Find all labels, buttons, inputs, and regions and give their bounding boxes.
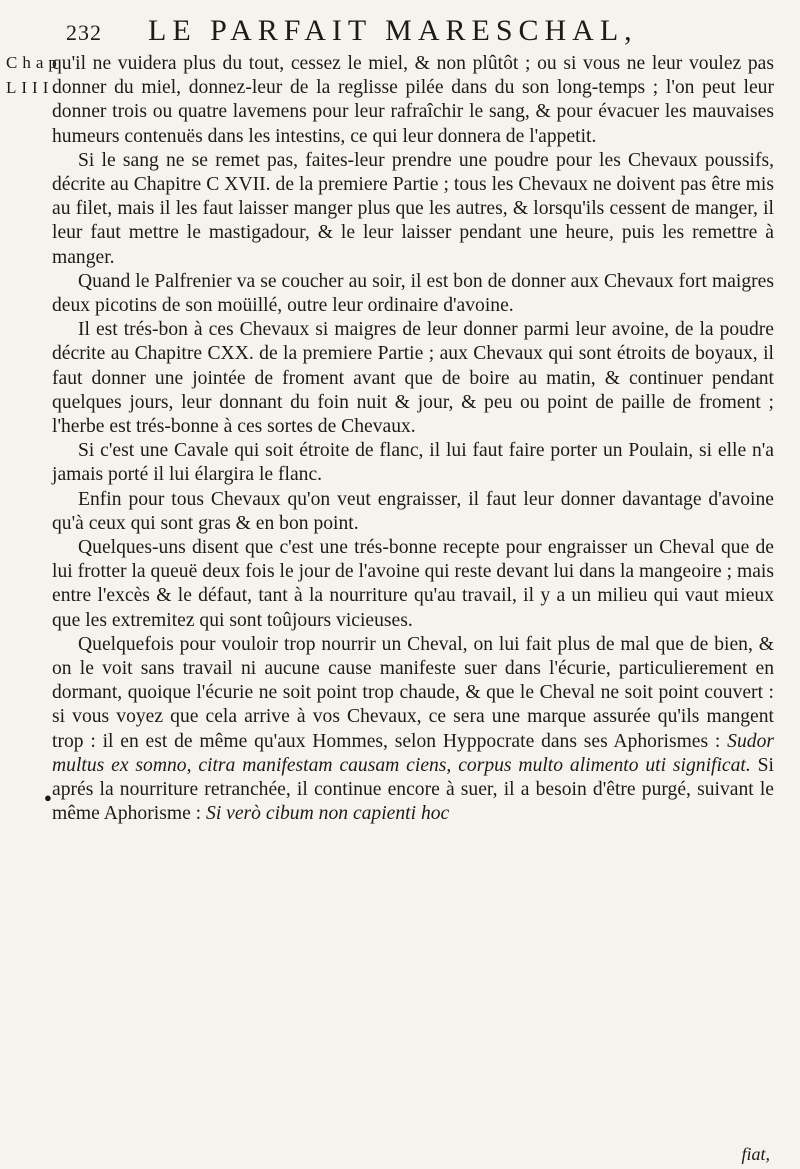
- catchword: fiat,: [741, 1144, 770, 1164]
- paragraph: qu'il ne vuidera plus du tout, cessez le miel, & non plûtôt ; ou si vous ne leur voulez pas donner du miel, donnez-leur de la reglisse pilée dans du son long-temps ; l'on peut leur donner trois ou quatre lavemens pour leur rafraîchir le sang, & pour évacuer les mauvaises humeurs contenuës dans les intestins, ce qui leur donnera de l'appetit.: [52, 53, 774, 147]
- paragraph-text: Quelquefois pour vouloir trop nourrir un Cheval, on lui fait plus de mal que de bien, & on le voit sans travail ni aucune cause manifeste suer dans l'écurie, particulierement en dormant, quoique l'écurie ne soit point trop chaude, & que le Cheval ne soit point couvert : si vous voyez que cela arrive à vos Chevaux, ce sera une marque assurée qu'ils mangent trop : il en est de même qu'aux Hommes, selon Hyppocrate dans ses Aphorismes :: [52, 633, 774, 752]
- running-header: [66, 14, 746, 48]
- paragraph: Si le sang ne se remet pas, faites-leur prendre une poudre pour les Chevaux poussifs, décrite au Chapitre C XVII. de la premiere Partie ; tous les Chevaux ne doivent pas être mis au filet, mais il les faut laisser manger plus que les autres, & lorsqu'ils cessent de manger, il leur faut mettre le mastigadour, & le leur laisser pendant une heure, puis les remettre à manger.: [52, 149, 774, 268]
- paragraph-text: Si aprés la nourriture retranchée, il continue encore à suer, il a besoin d'être purgé, suivant le même Aphorisme :: [52, 754, 774, 825]
- paragraph: Si c'est une Cavale qui soit étroite de flanc, il lui faut faire porter un Poulain, si elle n'a jamais porté il lui élargira le flanc.: [52, 440, 774, 486]
- latin-quote: Si verò cibum non capienti hoc: [206, 803, 450, 825]
- paragraph: Enfin pour tous Chevaux qu'on veut engraisser, il faut leur donner davantage d'avoine qu'à ceux qui sont gras & en bon point.: [52, 488, 774, 534]
- running-title: LE PARFAIT MARESCHAL,: [148, 14, 638, 47]
- paragraph: Quelques-uns disent que c'est une trés-bonne recepte pour engraisser un Cheval que de lui frotter la queuë deux fois le jour de l'avoine qui reste devant lui dans la mangeoire ; mais entre l'excès & le défaut, tant à la nourriture qu'au travail, il y a un milieu qui vaut mieux que les extremitez qui sont toûjours vicieuses.: [52, 537, 774, 631]
- page-number: 232: [66, 20, 102, 45]
- margin-bullet-icon: ●: [44, 790, 52, 805]
- chapter-label: Chap.: [6, 53, 72, 72]
- body-text: [52, 52, 774, 827]
- paragraph: Quand le Palfrenier va se coucher au soir, il est bon de donner aux Chevaux fort maigres deux picotins de son moüillé, outre leur ordinaire d'avoine.: [52, 270, 774, 317]
- paragraph: [52, 633, 774, 827]
- chapter-number: LIII.: [6, 78, 63, 97]
- latin-quote: Sudor multus ex somno, citra manifestam causam ciens, corpus multo alimento uti significat.: [52, 730, 774, 776]
- paragraph: Il est trés-bon à ces Chevaux si maigres de leur donner parmi leur avoine, de la poudre décrite au Chapitre CXX. de la premiere Partie ; aux Chevaux qui sont étroits de boyaux, il faut donner une jointée de froment avant que de boire au matin, & continuer pendant quelques jours, leur donnant du foin nuit & jour, & peu ou point de paille de froment ; l'herbe est trés-bonne à ces sortes de Chevaux.: [52, 319, 774, 438]
